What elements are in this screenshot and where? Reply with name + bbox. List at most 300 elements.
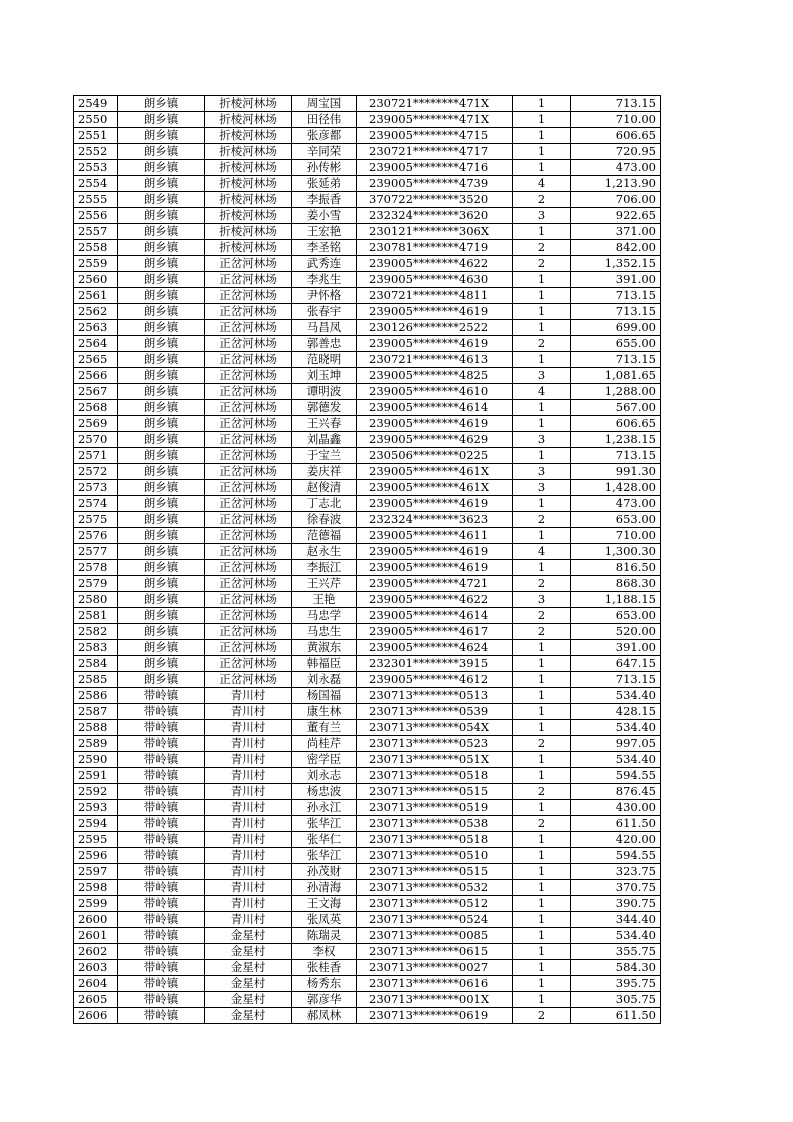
- town-cell: 朗乡镇: [118, 160, 205, 176]
- amount-cell: 991.30: [571, 464, 661, 480]
- id-number-cell: 230713********0515: [357, 784, 513, 800]
- amount-cell: 655.00: [571, 336, 661, 352]
- row-number-cell: 2594: [74, 816, 118, 832]
- unit-cell: 折棱河林场: [205, 112, 292, 128]
- name-cell: 李兆生: [292, 272, 357, 288]
- household-count-cell: 1: [513, 992, 571, 1008]
- table-row: [74, 832, 661, 848]
- table-row: [74, 336, 661, 352]
- table-row: [74, 656, 661, 672]
- table-row: [74, 768, 661, 784]
- unit-cell: 青川村: [205, 688, 292, 704]
- amount-cell: 391.00: [571, 272, 661, 288]
- row-number-cell: 2566: [74, 368, 118, 384]
- name-cell: 辛同荣: [292, 144, 357, 160]
- name-cell: 张华仁: [292, 832, 357, 848]
- amount-cell: 997.05: [571, 736, 661, 752]
- unit-cell: 青川村: [205, 768, 292, 784]
- row-number-cell: 2569: [74, 416, 118, 432]
- unit-cell: 正岔河林场: [205, 336, 292, 352]
- town-cell: 朗乡镇: [118, 128, 205, 144]
- table-row: [74, 816, 661, 832]
- table-row: [74, 384, 661, 400]
- household-count-cell: 1: [513, 448, 571, 464]
- unit-cell: 青川村: [205, 736, 292, 752]
- town-cell: 朗乡镇: [118, 368, 205, 384]
- id-number-cell: 230713********0513: [357, 688, 513, 704]
- row-number-cell: 2584: [74, 656, 118, 672]
- amount-cell: 534.40: [571, 752, 661, 768]
- unit-cell: 正岔河林场: [205, 400, 292, 416]
- row-number-cell: 2557: [74, 224, 118, 240]
- unit-cell: 青川村: [205, 864, 292, 880]
- town-cell: 朗乡镇: [118, 528, 205, 544]
- town-cell: 朗乡镇: [118, 144, 205, 160]
- town-cell: 朗乡镇: [118, 576, 205, 592]
- table-row: [74, 688, 661, 704]
- id-number-cell: 239005********4622: [357, 256, 513, 272]
- id-number-cell: 230126********2522: [357, 320, 513, 336]
- name-cell: 赵俊清: [292, 480, 357, 496]
- amount-cell: 922.65: [571, 208, 661, 224]
- amount-cell: 534.40: [571, 688, 661, 704]
- row-number-cell: 2573: [74, 480, 118, 496]
- amount-cell: 1,352.15: [571, 256, 661, 272]
- id-number-cell: 230721********4811: [357, 288, 513, 304]
- unit-cell: 折棱河林场: [205, 160, 292, 176]
- table-row: [74, 208, 661, 224]
- name-cell: 丁志北: [292, 496, 357, 512]
- household-count-cell: 1: [513, 352, 571, 368]
- name-cell: 李振香: [292, 192, 357, 208]
- name-cell: 王兴芹: [292, 576, 357, 592]
- table-row: [74, 432, 661, 448]
- household-count-cell: 1: [513, 304, 571, 320]
- table-row: [74, 272, 661, 288]
- name-cell: 刘永志: [292, 768, 357, 784]
- town-cell: 带岭镇: [118, 816, 205, 832]
- unit-cell: 正岔河林场: [205, 624, 292, 640]
- amount-cell: 355.75: [571, 944, 661, 960]
- town-cell: 带岭镇: [118, 848, 205, 864]
- household-count-cell: 1: [513, 640, 571, 656]
- id-number-cell: 230713********0512: [357, 896, 513, 912]
- name-cell: 范晓明: [292, 352, 357, 368]
- name-cell: 郭善忠: [292, 336, 357, 352]
- household-count-cell: 1: [513, 160, 571, 176]
- row-number-cell: 2558: [74, 240, 118, 256]
- unit-cell: 正岔河林场: [205, 528, 292, 544]
- household-count-cell: 1: [513, 976, 571, 992]
- town-cell: 朗乡镇: [118, 256, 205, 272]
- id-number-cell: 232324********3623: [357, 512, 513, 528]
- unit-cell: 正岔河林场: [205, 368, 292, 384]
- row-number-cell: 2606: [74, 1008, 118, 1024]
- id-number-cell: 239005********4610: [357, 384, 513, 400]
- unit-cell: 青川村: [205, 816, 292, 832]
- table-row: [74, 304, 661, 320]
- town-cell: 带岭镇: [118, 784, 205, 800]
- name-cell: 郭彦华: [292, 992, 357, 1008]
- id-number-cell: 239005********4619: [357, 304, 513, 320]
- household-count-cell: 3: [513, 592, 571, 608]
- row-number-cell: 2595: [74, 832, 118, 848]
- id-number-cell: 230713********0085: [357, 928, 513, 944]
- row-number-cell: 2602: [74, 944, 118, 960]
- table-row: [74, 224, 661, 240]
- table-row: [74, 864, 661, 880]
- town-cell: 朗乡镇: [118, 288, 205, 304]
- household-count-cell: 1: [513, 960, 571, 976]
- id-number-cell: 230713********0510: [357, 848, 513, 864]
- id-number-cell: 230713********0027: [357, 960, 513, 976]
- unit-cell: 折棱河林场: [205, 144, 292, 160]
- household-count-cell: 2: [513, 512, 571, 528]
- name-cell: 张桂香: [292, 960, 357, 976]
- town-cell: 带岭镇: [118, 688, 205, 704]
- row-number-cell: 2554: [74, 176, 118, 192]
- household-count-cell: 3: [513, 368, 571, 384]
- row-number-cell: 2600: [74, 912, 118, 928]
- name-cell: 密学臣: [292, 752, 357, 768]
- row-number-cell: 2582: [74, 624, 118, 640]
- unit-cell: 金星村: [205, 960, 292, 976]
- town-cell: 带岭镇: [118, 752, 205, 768]
- amount-cell: 473.00: [571, 160, 661, 176]
- amount-cell: 1,428.00: [571, 480, 661, 496]
- table-row: [74, 960, 661, 976]
- unit-cell: 青川村: [205, 784, 292, 800]
- unit-cell: 金星村: [205, 976, 292, 992]
- id-number-cell: 239005********4614: [357, 608, 513, 624]
- id-number-cell: 230721********471X: [357, 96, 513, 112]
- id-number-cell: 239005********4619: [357, 416, 513, 432]
- row-number-cell: 2551: [74, 128, 118, 144]
- unit-cell: 青川村: [205, 848, 292, 864]
- id-number-cell: 239005********4715: [357, 128, 513, 144]
- table-row: [74, 128, 661, 144]
- table-row: [74, 288, 661, 304]
- row-number-cell: 2570: [74, 432, 118, 448]
- town-cell: 朗乡镇: [118, 672, 205, 688]
- household-count-cell: 1: [513, 688, 571, 704]
- id-number-cell: 230713********0615: [357, 944, 513, 960]
- town-cell: 朗乡镇: [118, 464, 205, 480]
- table-row: [74, 624, 661, 640]
- unit-cell: 正岔河林场: [205, 640, 292, 656]
- household-count-cell: 1: [513, 928, 571, 944]
- table-row: [74, 880, 661, 896]
- household-count-cell: 3: [513, 208, 571, 224]
- table-row: [74, 240, 661, 256]
- amount-cell: 713.15: [571, 448, 661, 464]
- id-number-cell: 239005********4619: [357, 336, 513, 352]
- row-number-cell: 2567: [74, 384, 118, 400]
- unit-cell: 正岔河林场: [205, 672, 292, 688]
- unit-cell: 青川村: [205, 752, 292, 768]
- amount-cell: 305.75: [571, 992, 661, 1008]
- name-cell: 谭明波: [292, 384, 357, 400]
- data-table: [73, 95, 661, 1024]
- id-number-cell: 239005********4619: [357, 560, 513, 576]
- name-cell: 张延弟: [292, 176, 357, 192]
- table-row: [74, 144, 661, 160]
- row-number-cell: 2581: [74, 608, 118, 624]
- name-cell: 陈瑞灵: [292, 928, 357, 944]
- unit-cell: 青川村: [205, 704, 292, 720]
- name-cell: 尚桂芹: [292, 736, 357, 752]
- id-number-cell: 230713********0523: [357, 736, 513, 752]
- household-count-cell: 1: [513, 656, 571, 672]
- table-row: [74, 416, 661, 432]
- amount-cell: 428.15: [571, 704, 661, 720]
- id-number-cell: 230506********0225: [357, 448, 513, 464]
- amount-cell: 1,300.30: [571, 544, 661, 560]
- household-count-cell: 2: [513, 240, 571, 256]
- household-count-cell: 2: [513, 1008, 571, 1024]
- town-cell: 朗乡镇: [118, 640, 205, 656]
- amount-cell: 653.00: [571, 608, 661, 624]
- table-row: [74, 96, 661, 112]
- id-number-cell: 239005********461X: [357, 480, 513, 496]
- id-number-cell: 239005********4619: [357, 496, 513, 512]
- id-number-cell: 230713********051X: [357, 752, 513, 768]
- id-number-cell: 230713********0539: [357, 704, 513, 720]
- unit-cell: 金星村: [205, 1008, 292, 1024]
- amount-cell: 611.50: [571, 816, 661, 832]
- table-row: [74, 256, 661, 272]
- household-count-cell: 2: [513, 256, 571, 272]
- amount-cell: 567.00: [571, 400, 661, 416]
- name-cell: 李圣铭: [292, 240, 357, 256]
- name-cell: 孙茂财: [292, 864, 357, 880]
- unit-cell: 青川村: [205, 720, 292, 736]
- row-number-cell: 2564: [74, 336, 118, 352]
- amount-cell: 391.00: [571, 640, 661, 656]
- town-cell: 朗乡镇: [118, 624, 205, 640]
- unit-cell: 正岔河林场: [205, 272, 292, 288]
- household-count-cell: 1: [513, 112, 571, 128]
- household-count-cell: 1: [513, 560, 571, 576]
- row-number-cell: 2560: [74, 272, 118, 288]
- name-cell: 周宝国: [292, 96, 357, 112]
- table-row: [74, 672, 661, 688]
- name-cell: 王文海: [292, 896, 357, 912]
- town-cell: 带岭镇: [118, 800, 205, 816]
- town-cell: 带岭镇: [118, 864, 205, 880]
- id-number-cell: 239005********4630: [357, 272, 513, 288]
- unit-cell: 正岔河林场: [205, 416, 292, 432]
- household-count-cell: 1: [513, 272, 571, 288]
- name-cell: 孙清海: [292, 880, 357, 896]
- id-number-cell: 239005********4622: [357, 592, 513, 608]
- id-number-cell: 239005********4617: [357, 624, 513, 640]
- row-number-cell: 2598: [74, 880, 118, 896]
- town-cell: 朗乡镇: [118, 480, 205, 496]
- town-cell: 带岭镇: [118, 944, 205, 960]
- town-cell: 朗乡镇: [118, 432, 205, 448]
- id-number-cell: 230713********0524: [357, 912, 513, 928]
- household-count-cell: 1: [513, 672, 571, 688]
- id-number-cell: 232301********3915: [357, 656, 513, 672]
- amount-cell: 534.40: [571, 720, 661, 736]
- table-row: [74, 176, 661, 192]
- amount-cell: 395.75: [571, 976, 661, 992]
- table-row: [74, 912, 661, 928]
- household-count-cell: 2: [513, 624, 571, 640]
- town-cell: 朗乡镇: [118, 384, 205, 400]
- row-number-cell: 2572: [74, 464, 118, 480]
- table-row: [74, 784, 661, 800]
- name-cell: 李振江: [292, 560, 357, 576]
- unit-cell: 青川村: [205, 912, 292, 928]
- unit-cell: 正岔河林场: [205, 576, 292, 592]
- amount-cell: 1,213.90: [571, 176, 661, 192]
- town-cell: 朗乡镇: [118, 208, 205, 224]
- id-number-cell: 239005********4624: [357, 640, 513, 656]
- town-cell: 朗乡镇: [118, 496, 205, 512]
- unit-cell: 金星村: [205, 944, 292, 960]
- town-cell: 朗乡镇: [118, 112, 205, 128]
- name-cell: 张彦都: [292, 128, 357, 144]
- name-cell: 范德福: [292, 528, 357, 544]
- amount-cell: 1,288.00: [571, 384, 661, 400]
- household-count-cell: 2: [513, 784, 571, 800]
- town-cell: 带岭镇: [118, 960, 205, 976]
- id-number-cell: 230713********054X: [357, 720, 513, 736]
- row-number-cell: 2605: [74, 992, 118, 1008]
- table-row: [74, 112, 661, 128]
- town-cell: 带岭镇: [118, 976, 205, 992]
- amount-cell: 842.00: [571, 240, 661, 256]
- id-number-cell: 239005********4611: [357, 528, 513, 544]
- row-number-cell: 2571: [74, 448, 118, 464]
- unit-cell: 正岔河林场: [205, 656, 292, 672]
- amount-cell: 1,238.15: [571, 432, 661, 448]
- household-count-cell: 1: [513, 880, 571, 896]
- row-number-cell: 2574: [74, 496, 118, 512]
- name-cell: 马忠学: [292, 608, 357, 624]
- amount-cell: 344.40: [571, 912, 661, 928]
- id-number-cell: 232324********3620: [357, 208, 513, 224]
- id-number-cell: 239005********461X: [357, 464, 513, 480]
- amount-cell: 606.65: [571, 128, 661, 144]
- table-row: [74, 592, 661, 608]
- town-cell: 朗乡镇: [118, 656, 205, 672]
- name-cell: 赵永生: [292, 544, 357, 560]
- household-count-cell: 1: [513, 704, 571, 720]
- town-cell: 朗乡镇: [118, 608, 205, 624]
- row-number-cell: 2575: [74, 512, 118, 528]
- household-count-cell: 1: [513, 96, 571, 112]
- name-cell: 刘玉坤: [292, 368, 357, 384]
- name-cell: 杨秀东: [292, 976, 357, 992]
- unit-cell: 折棱河林场: [205, 192, 292, 208]
- table-row: [74, 448, 661, 464]
- name-cell: 韩福臣: [292, 656, 357, 672]
- name-cell: 王宏艳: [292, 224, 357, 240]
- amount-cell: 713.15: [571, 96, 661, 112]
- unit-cell: 正岔河林场: [205, 544, 292, 560]
- town-cell: 朗乡镇: [118, 240, 205, 256]
- table-row: [74, 576, 661, 592]
- name-cell: 王艳: [292, 592, 357, 608]
- table-row: [74, 560, 661, 576]
- table-row: [74, 192, 661, 208]
- table-row: [74, 1008, 661, 1024]
- town-cell: 带岭镇: [118, 896, 205, 912]
- amount-cell: 710.00: [571, 112, 661, 128]
- household-count-cell: 1: [513, 912, 571, 928]
- amount-cell: 594.55: [571, 848, 661, 864]
- town-cell: 朗乡镇: [118, 400, 205, 416]
- name-cell: 于宝兰: [292, 448, 357, 464]
- unit-cell: 青川村: [205, 832, 292, 848]
- id-number-cell: 230713********0519: [357, 800, 513, 816]
- id-number-cell: 230713********0538: [357, 816, 513, 832]
- unit-cell: 正岔河林场: [205, 448, 292, 464]
- household-count-cell: 1: [513, 864, 571, 880]
- name-cell: 孙永江: [292, 800, 357, 816]
- household-count-cell: 3: [513, 464, 571, 480]
- table-row: [74, 496, 661, 512]
- unit-cell: 金星村: [205, 928, 292, 944]
- town-cell: 带岭镇: [118, 880, 205, 896]
- amount-cell: 371.00: [571, 224, 661, 240]
- household-count-cell: 1: [513, 720, 571, 736]
- household-count-cell: 1: [513, 400, 571, 416]
- unit-cell: 正岔河林场: [205, 352, 292, 368]
- row-number-cell: 2555: [74, 192, 118, 208]
- id-number-cell: 230121********306X: [357, 224, 513, 240]
- row-number-cell: 2578: [74, 560, 118, 576]
- town-cell: 朗乡镇: [118, 352, 205, 368]
- name-cell: 姜庆祥: [292, 464, 357, 480]
- id-number-cell: 230721********4613: [357, 352, 513, 368]
- id-number-cell: 239005********471X: [357, 112, 513, 128]
- name-cell: 孙传彬: [292, 160, 357, 176]
- name-cell: 马昌凤: [292, 320, 357, 336]
- name-cell: 张凤英: [292, 912, 357, 928]
- amount-cell: 420.00: [571, 832, 661, 848]
- name-cell: 刘永磊: [292, 672, 357, 688]
- household-count-cell: 1: [513, 416, 571, 432]
- unit-cell: 正岔河林场: [205, 304, 292, 320]
- table-row: [74, 928, 661, 944]
- id-number-cell: 230781********4719: [357, 240, 513, 256]
- amount-cell: 710.00: [571, 528, 661, 544]
- name-cell: 李权: [292, 944, 357, 960]
- table-row: [74, 848, 661, 864]
- household-count-cell: 1: [513, 320, 571, 336]
- amount-cell: 706.00: [571, 192, 661, 208]
- town-cell: 朗乡镇: [118, 176, 205, 192]
- row-number-cell: 2552: [74, 144, 118, 160]
- id-number-cell: 239005********4825: [357, 368, 513, 384]
- household-count-cell: 1: [513, 496, 571, 512]
- unit-cell: 青川村: [205, 800, 292, 816]
- row-number-cell: 2562: [74, 304, 118, 320]
- name-cell: 王兴春: [292, 416, 357, 432]
- amount-cell: 584.30: [571, 960, 661, 976]
- row-number-cell: 2565: [74, 352, 118, 368]
- name-cell: 张春宇: [292, 304, 357, 320]
- id-number-cell: 239005********4619: [357, 544, 513, 560]
- unit-cell: 正岔河林场: [205, 256, 292, 272]
- town-cell: 朗乡镇: [118, 304, 205, 320]
- unit-cell: 正岔河林场: [205, 288, 292, 304]
- row-number-cell: 2590: [74, 752, 118, 768]
